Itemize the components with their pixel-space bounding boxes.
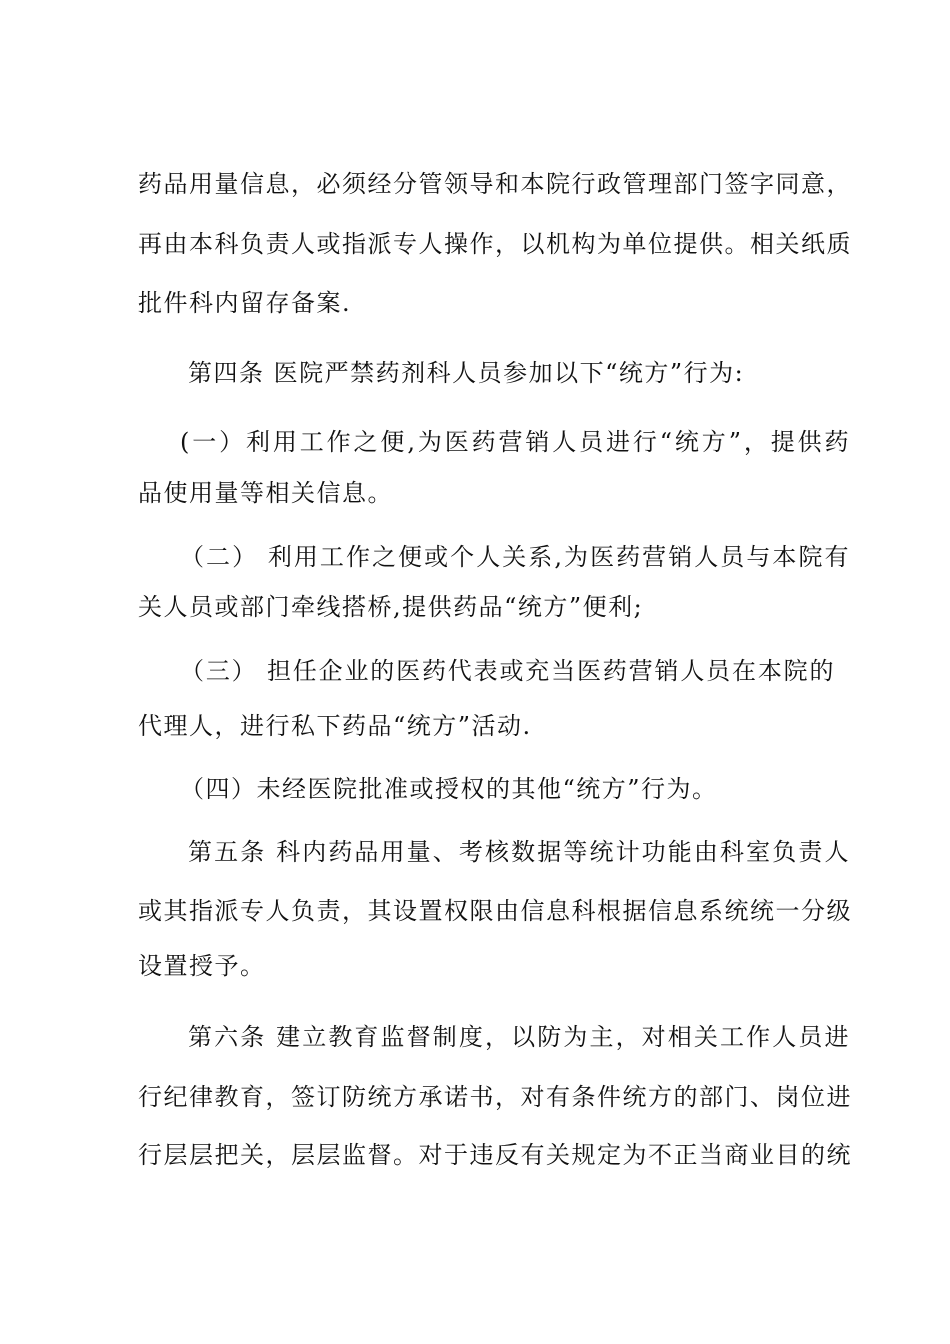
text-line: （四）未经医院批准或授权的其他“统方”行为。 (180, 775, 718, 803)
text-line: 代理人，进行私下药品“统方”活动. (138, 712, 532, 740)
text-line: （二） 利用工作之便或个人关系,为医药营销人员与本院有 (180, 543, 850, 571)
text-line: 或其指派专人负责，其设置权限由信息科根据信息系统统一分级 (138, 897, 852, 925)
text-line: 设置授予。 (138, 952, 266, 980)
text-line: （三） 担任企业的医药代表或充当医药营销人员在本院的 (180, 657, 835, 685)
text-line: 药品用量信息，必须经分管领导和本院行政管理部门签字同意， (138, 170, 852, 198)
text-line: (一）利用工作之便,为医药营销人员进行“统方”，提供药 (180, 428, 850, 456)
text-line: 行层层把关，层层监督。对于违反有关规定为不正当商业目的统 (138, 1141, 852, 1169)
text-line: 再由本科负责人或指派专人操作，以机构为单位提供。相关纸质 (138, 230, 852, 258)
text-line: 关人员或部门牵线搭桥,提供药品“统方”便利; (138, 593, 644, 621)
text-line: 第六条 建立教育监督制度，以防为主，对相关工作人员进 (188, 1023, 850, 1051)
text-line: 行纪律教育，签订防统方承诺书，对有条件统方的部门、岗位进 (138, 1083, 852, 1111)
text-line: 批件科内留存备案. (138, 289, 352, 317)
text-line: 第五条 科内药品用量、考核数据等统计功能由科室负责人 (188, 838, 850, 866)
text-line: 第四条 医院严禁药剂科人员参加以下“统方”行为: (188, 359, 745, 387)
text-line: 品使用量等相关信息。 (138, 479, 393, 507)
